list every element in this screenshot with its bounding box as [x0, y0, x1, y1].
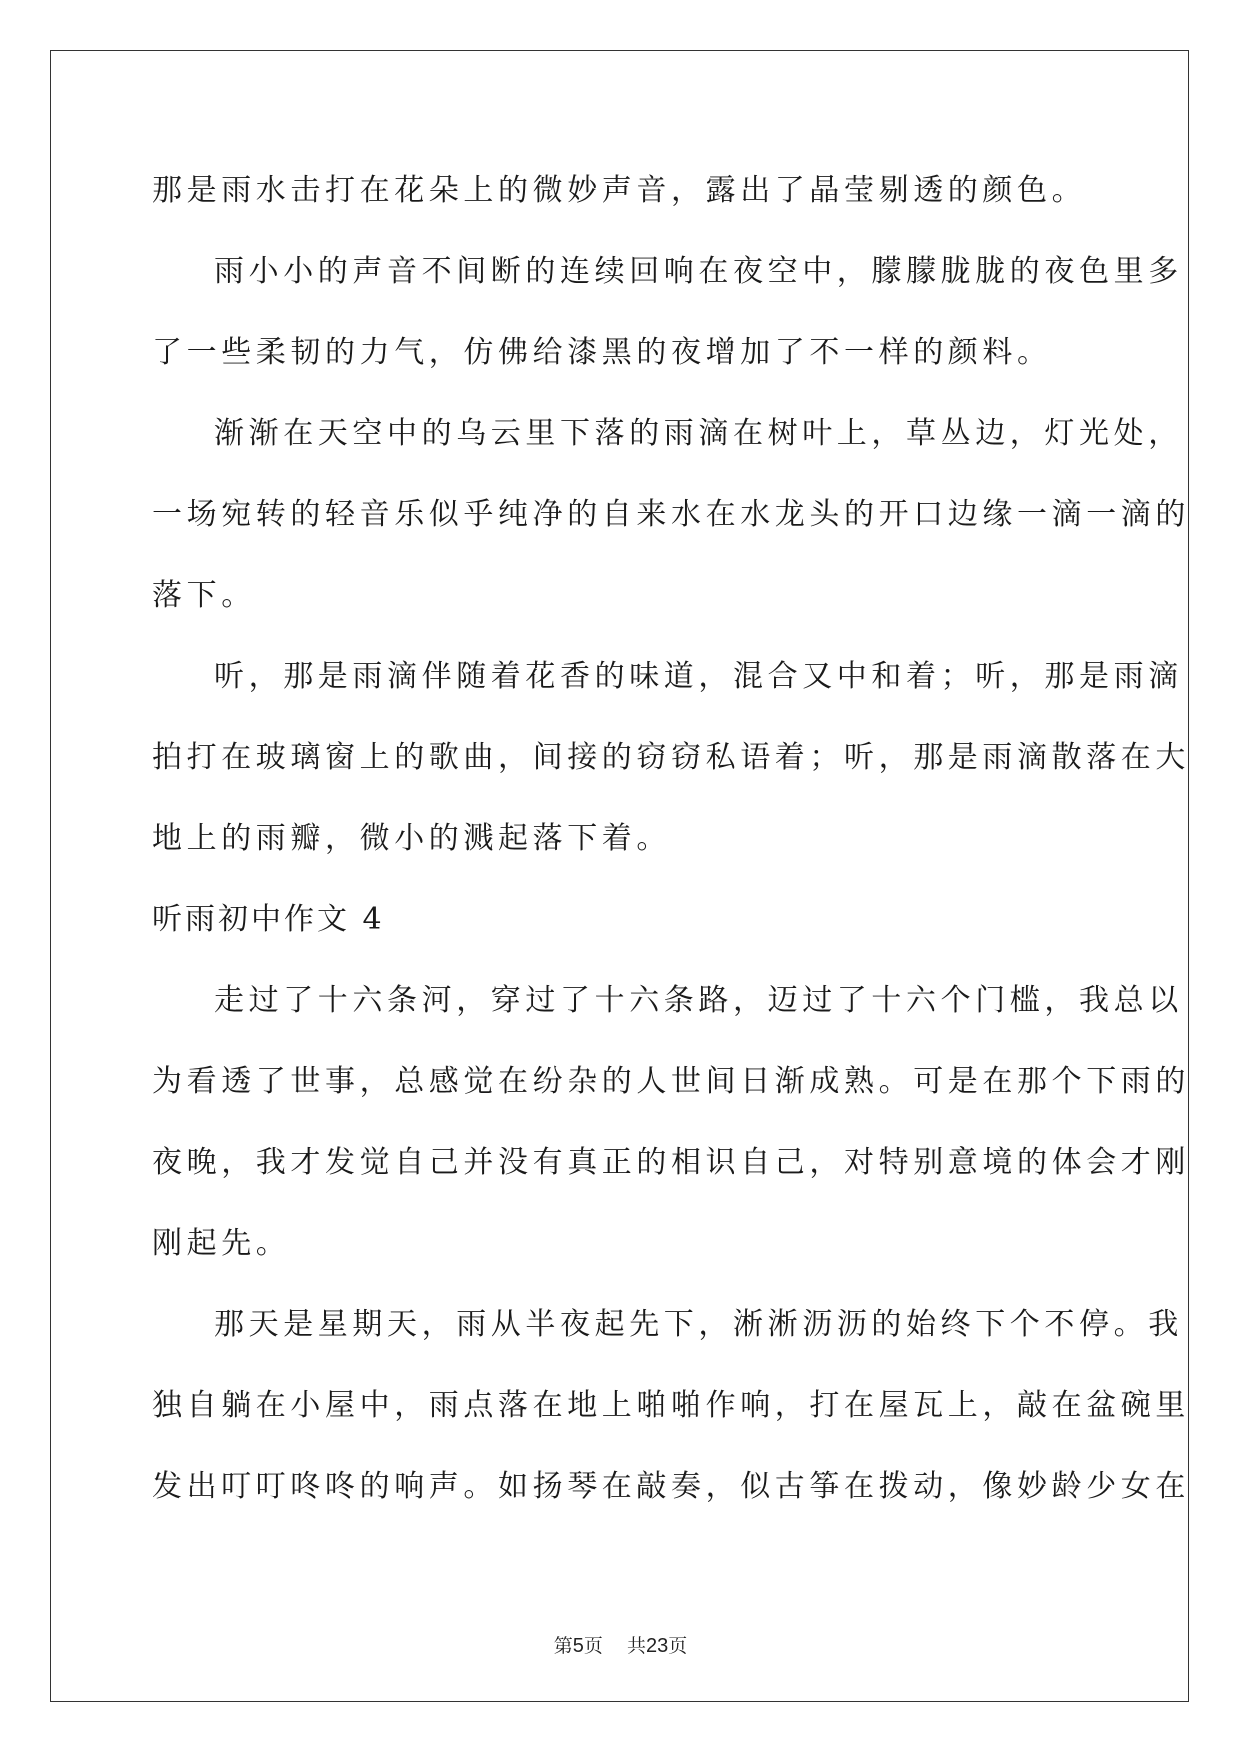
text-line: 发出叮叮咚咚的响声。如扬琴在敲奏，似古筝在拨动，像妙龄少女在 [152, 1469, 1190, 1504]
text-line: 一场宛转的轻音乐似乎纯净的自来水在水龙头的开口边缘一滴一滴的 [152, 497, 1190, 532]
total-suffix: 页 [668, 1635, 688, 1657]
text-line: 刚起先。 [152, 1226, 291, 1261]
text-line: 独自躺在小屋中，雨点落在地上啪啪作响，打在屋瓦上，敲在盆碗里 [152, 1388, 1190, 1423]
text-line: 落下。 [152, 578, 256, 613]
text-line: 雨小小的声音不间断的连续回响在夜空中，朦朦胧胧的夜色里多 [214, 254, 1183, 289]
text-line: 那是雨水击打在花朵上的微妙声音，露出了晶莹剔透的颜色。 [152, 173, 1087, 208]
text-line: 地上的雨瓣，微小的溅起落下着。 [152, 821, 671, 856]
page-suffix: 页 [583, 1635, 603, 1657]
total-pages: 23 [645, 1635, 669, 1657]
text-line: 那天是星期天，雨从半夜起先下，淅淅沥沥的始终下个不停。我 [214, 1307, 1183, 1342]
text-line: 了一些柔韧的力气，仿佛给漆黑的夜增加了不一样的颜料。 [152, 335, 1052, 370]
page-number: 5 [572, 1635, 584, 1657]
total-prefix: 共 [626, 1635, 646, 1657]
text-line: 听，那是雨滴伴随着花香的味道，混合又中和着；听，那是雨滴 [214, 659, 1183, 694]
document-body [152, 150, 1190, 1527]
text-line: 夜晚，我才发觉自己并没有真正的相识自己，对特别意境的体会才刚 [152, 1145, 1190, 1180]
page-footer [0, 1631, 1241, 1658]
text-line: 为看透了世事，总感觉在纷杂的人世间日渐成熟。可是在那个下雨的 [152, 1064, 1190, 1099]
text-line: 走过了十六条河，穿过了十六条路，迈过了十六个门槛，我总以 [214, 983, 1183, 1018]
section-heading: 听雨初中作文 4 [152, 902, 385, 937]
text-line: 拍打在玻璃窗上的歌曲，间接的窃窃私语着；听，那是雨滴散落在大 [152, 740, 1190, 775]
page-prefix: 第 [553, 1635, 573, 1657]
text-line: 渐渐在天空中的乌云里下落的雨滴在树叶上，草丛边，灯光处， [214, 416, 1183, 451]
